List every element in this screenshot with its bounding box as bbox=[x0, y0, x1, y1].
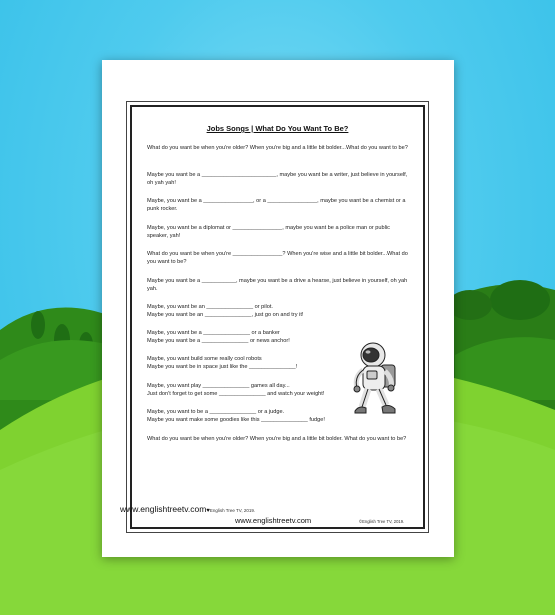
lyric-paragraph: Maybe, you want to be a _______________ or a judge. Maybe you want make some goodies like this _______________ fudge! bbox=[147, 409, 325, 423]
lyric-paragraph: What do you want be when you're older? When you're big and a little bit bolder...What do you want to be? bbox=[147, 145, 408, 151]
lyric-paragraph: Maybe, you want be a diplomat or ________________, maybe you want be a police man or public speaker, yah! bbox=[147, 225, 390, 239]
worksheet-footer-url: www.englishtreetv.com bbox=[235, 516, 312, 525]
page-footer-copyright: English Tree TV, 2019. bbox=[209, 508, 256, 513]
astronaut-icon bbox=[351, 341, 405, 423]
lyric-paragraph: Maybe, you want be a _______________ or a banker Maybe you want be a _______________ or news anchor! bbox=[147, 330, 290, 344]
worksheet-page bbox=[102, 60, 454, 557]
lyric-paragraph: Maybe you want be a ___________, maybe you want be a drive a hearse, just believe in yourself, oh yah yah. bbox=[147, 278, 408, 292]
lyric-paragraph: Maybe, you want play _______________ games all day... Just don't forget to get some _______________ and watch your weight! bbox=[147, 383, 325, 397]
lyric-paragraph: What do you want be when you're ________________? When you're wise and a little bit bolder...What do you want to be? bbox=[147, 251, 408, 265]
lyric-paragraph: Maybe, you want be a ________________, or a ________________, maybe you want be a chemist or a punk rocker. bbox=[147, 198, 406, 212]
lyric-paragraph: Maybe you want be a ________________________, maybe you want be a writer, just believe in yourself, oh yah yah! bbox=[147, 172, 408, 186]
lyric-paragraph: Maybe, you want build some really cool robots Maybe you want be in space just like the _______________! bbox=[147, 356, 298, 370]
lyric-paragraph: Maybe, you want be an _______________ or pilot. Maybe you want be an _______________, just go on and try it! bbox=[147, 304, 304, 318]
page-footer bbox=[120, 504, 255, 514]
page-footer-url: www.englishtreetv.com bbox=[120, 504, 207, 514]
heart-icon: ♥ bbox=[206, 508, 210, 514]
worksheet-title: Jobs Songs | What Do You Want To Be? bbox=[206, 124, 349, 133]
lyric-paragraph: What do you want be when you're older? When you're big and a little bit bolder. What do you want to be? bbox=[147, 436, 407, 442]
worksheet-frame bbox=[126, 101, 429, 533]
worksheet-footer-copyright: ©English Tree TV, 2019. bbox=[359, 519, 405, 524]
